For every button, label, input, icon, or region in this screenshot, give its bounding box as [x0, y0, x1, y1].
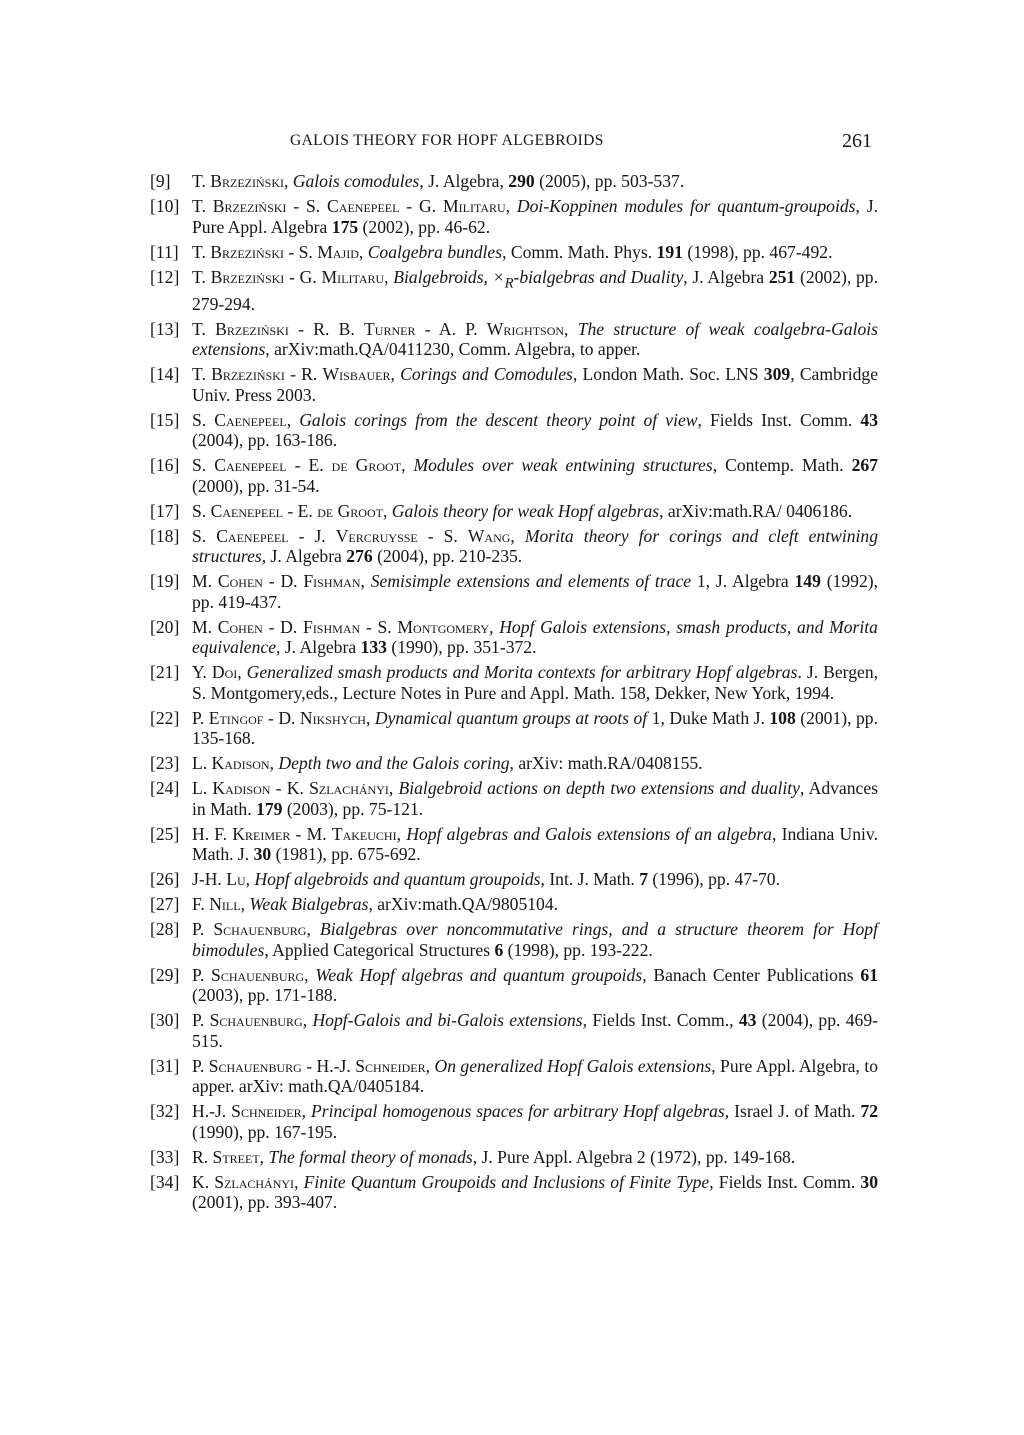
author-surname: Cohen	[217, 571, 263, 592]
reference-text: T.	[192, 364, 212, 385]
reference-text: - D.	[262, 616, 304, 637]
author-surname: Wang	[467, 525, 511, 546]
author-surname: Turner	[364, 318, 416, 339]
reference-item	[150, 267, 878, 315]
reference-text: P.	[192, 1055, 209, 1076]
author-surname: Brzeziński	[210, 171, 284, 191]
reference-text: F.	[192, 894, 210, 915]
reference-text: , arXiv:math.RA/ 0406186.	[659, 500, 853, 521]
reference-number: [22]	[150, 707, 180, 728]
reference-item	[150, 1010, 878, 1051]
reference-volume: 290	[508, 171, 535, 191]
author-surname: Schauenburg	[213, 919, 307, 940]
reference-volume: 309	[763, 364, 791, 385]
reference-number: [19]	[150, 571, 180, 592]
reference-text: ,	[269, 753, 279, 774]
reference-text: L.	[192, 778, 213, 799]
reference-text: (2004), pp. 210-235.	[372, 546, 523, 567]
reference-text: ,	[388, 778, 399, 799]
reference-item	[150, 824, 878, 865]
reference-title: Dynamical quantum groups at roots of	[374, 707, 648, 728]
reference-text: M.	[192, 616, 218, 637]
reference-text: P.	[192, 707, 209, 728]
reference-text: (2002), pp. 279-294.	[192, 266, 878, 314]
reference-number: [14]	[150, 364, 180, 385]
reference-item	[150, 778, 878, 819]
reference-text: - G.	[399, 196, 443, 216]
reference-volume: 179	[256, 798, 283, 819]
reference-title: -bialgebras and Duality	[513, 266, 684, 287]
reference-number: [21]	[150, 662, 180, 683]
reference-text: J-H.	[192, 869, 227, 890]
reference-number: [29]	[150, 964, 180, 985]
reference-text: (2001), pp. 135-168.	[192, 707, 879, 749]
reference-text: S.	[192, 525, 217, 546]
page-number: 261	[842, 130, 872, 152]
reference-text: ,	[401, 455, 414, 476]
reference-title: Coalgebra bundles	[367, 241, 503, 262]
reference-title: Modules over weak entwining structures	[413, 455, 713, 476]
reference-item	[150, 869, 878, 890]
reference-volume: 61	[860, 964, 878, 985]
reference-number: [34]	[150, 1171, 180, 1192]
author-surname: Wrightson	[486, 318, 565, 339]
reference-text: ,	[390, 364, 401, 385]
running-head: GALOIS THEORY FOR HOPF ALGEBROIDS	[290, 132, 604, 149]
reference-title: Galois corings from the descent theory point of view	[299, 409, 698, 430]
reference-text: ,	[510, 525, 525, 546]
reference-text: - G.	[284, 266, 322, 287]
reference-title: Galois theory for weak Hopf algebras	[391, 500, 660, 521]
reference-number: [27]	[150, 894, 180, 915]
reference-number: [13]	[150, 318, 180, 339]
reference-text: (1998), pp. 193-222.	[503, 939, 653, 960]
reference-text: (2004), pp. 469-515.	[192, 1010, 879, 1051]
reference-number: [26]	[150, 869, 180, 890]
author-surname: Caenepeel	[214, 409, 287, 430]
reference-item	[150, 662, 878, 703]
reference-text: (2005), pp. 503-537.	[534, 171, 685, 191]
author-surname: Szlachányi	[309, 778, 389, 799]
reference-number: [9]	[150, 171, 171, 191]
reference-title: Morita theory for corings and cleft entwining structures	[192, 525, 879, 567]
reference-volume: 7	[639, 869, 649, 890]
reference-text: - K.	[270, 778, 310, 799]
author-surname: Kadison	[211, 753, 270, 774]
reference-title: Principal homogenous spaces for arbitrary Hopf algebras	[310, 1101, 725, 1122]
reference-text: - R.	[284, 364, 323, 385]
reference-volume: 30	[253, 844, 272, 865]
reference-item	[150, 501, 878, 522]
reference-volume: 30	[860, 1171, 878, 1192]
reference-title: The formal theory of monads	[268, 1146, 473, 1167]
reference-item	[150, 1172, 878, 1213]
author-surname: Street	[212, 1146, 260, 1167]
reference-text: - S.	[417, 525, 468, 546]
reference-item	[150, 965, 878, 1006]
reference-text: - J.	[288, 525, 336, 546]
reference-text: T.	[192, 266, 211, 287]
author-surname: Brzeziński	[212, 196, 287, 216]
reference-text: - S.	[286, 196, 328, 216]
reference-text: , J. Algebra	[261, 546, 347, 567]
reference-text: T.	[192, 196, 213, 216]
author-surname: Montgomery	[397, 616, 490, 637]
reference-number: [17]	[150, 500, 180, 521]
reference-title: Hopf algebroids and quantum groupoids	[254, 869, 541, 890]
reference-text: , Applied Categorical Structures	[264, 939, 495, 960]
reference-title: Doi-Koppinen modules for quantum-groupoids	[516, 196, 856, 216]
reference-item	[150, 894, 878, 915]
reference-text: ,	[302, 1010, 313, 1031]
reference-title: Bialgebras over noncommutative rings, and a structure theorem for Hopf bimodules	[192, 919, 878, 960]
reference-text: , arXiv: math.RA/0408155.	[509, 753, 703, 774]
reference-text: , J. Pure Appl. Algebra 2 (1972), pp. 149-168.	[472, 1146, 796, 1167]
reference-volume: 108	[769, 707, 796, 728]
author-surname: Vercruysse	[335, 525, 418, 546]
reference-text: ,	[245, 869, 255, 890]
reference-item	[150, 617, 878, 658]
reference-text: , J. Algebra	[276, 637, 361, 658]
author-surname: Militaru	[442, 196, 506, 216]
reference-text: ,	[306, 919, 320, 940]
reference-text: (1990), pp. 167-195.	[192, 1121, 338, 1142]
author-surname: Kreimer	[232, 823, 291, 844]
reference-text: ,	[358, 241, 368, 262]
reference-text: ,	[384, 266, 394, 287]
reference-text: , arXiv:math.QA/0411230, Comm. Algebra, to apper.	[265, 339, 641, 360]
reference-text: S.	[192, 455, 215, 476]
reference-title: The structure of weak coalgebra-Galois extensions	[192, 318, 878, 360]
author-surname: Takeuchi	[331, 823, 397, 844]
reference-title: Hopf algebras and Galois extensions of an algebra	[406, 823, 772, 844]
author-surname: Brzeziński	[210, 266, 285, 287]
reference-text: ,	[564, 318, 578, 339]
reference-text: T.	[192, 241, 211, 262]
reference-text: ,	[301, 1101, 311, 1122]
reference-number: [15]	[150, 409, 180, 430]
reference-text: R.	[192, 1146, 213, 1167]
reference-number: [18]	[150, 525, 180, 546]
reference-number: [33]	[150, 1146, 180, 1167]
reference-title: Galois comodules	[292, 171, 420, 191]
reference-volume: 276	[346, 546, 373, 567]
author-surname: Nill	[209, 894, 241, 915]
reference-text: ,	[365, 707, 375, 728]
reference-text: (1981), pp. 675-692.	[271, 844, 421, 865]
author-surname: Wisbauer	[322, 364, 391, 385]
reference-title: Weak Hopf algebras and quantum groupoids	[315, 964, 643, 985]
reference-text: , Contemp. Math.	[712, 455, 852, 476]
reference-text: P.	[192, 919, 214, 940]
reference-title: On generalized Hopf Galois extensions	[434, 1055, 712, 1076]
reference-number: [25]	[150, 823, 180, 844]
reference-item	[150, 708, 878, 749]
author-surname: Fishman	[303, 571, 361, 592]
reference-volume: 251	[768, 266, 796, 287]
reference-text: - R. B.	[288, 318, 365, 339]
reference-text: S.	[192, 500, 211, 521]
author-surname: Kadison	[212, 778, 271, 799]
reference-text: , Int. J. Math.	[540, 869, 640, 890]
reference-text: - D.	[263, 707, 300, 728]
reference-number: [10]	[150, 196, 180, 216]
subscript: R	[504, 275, 514, 292]
reference-item	[150, 1101, 878, 1142]
author-surname: Cohen	[217, 616, 263, 637]
reference-volume: 6	[494, 939, 504, 960]
reference-number: [23]	[150, 753, 180, 774]
reference-text: - M.	[290, 823, 332, 844]
reference-text: T.	[192, 318, 216, 339]
reference-text: , Israel J. of Math.	[724, 1101, 861, 1122]
reference-text: ,	[304, 964, 316, 985]
reference-text: , Banach Center Publications	[642, 964, 861, 985]
reference-number: [30]	[150, 1010, 180, 1031]
reference-title: Bialgebroid actions on depth two extensions and duality	[398, 778, 800, 799]
reference-title: Generalized smash products and Morita contexts for arbitrary Hopf algebras	[246, 662, 798, 683]
reference-text: ,	[489, 616, 500, 637]
author-surname: de Groot	[317, 500, 383, 521]
author-surname: Schauenburg	[211, 964, 305, 985]
author-surname: Schneider	[231, 1101, 302, 1122]
reference-item	[150, 919, 878, 960]
reference-text: - S.	[360, 616, 398, 637]
reference-volume: 43	[860, 409, 878, 430]
reference-title: Depth two and the Galois coring	[278, 753, 510, 774]
reference-number: [24]	[150, 778, 180, 799]
reference-volume: 72	[860, 1101, 878, 1122]
reference-item	[150, 455, 878, 496]
reference-text: , Fields Inst. Comm.	[697, 409, 861, 430]
author-surname: Caenepeel	[327, 196, 400, 216]
reference-text: ,	[396, 823, 407, 844]
reference-text: ,	[294, 1171, 304, 1192]
reference-item	[150, 196, 878, 237]
author-surname: Schneider	[355, 1055, 426, 1076]
author-surname: Szlachányi	[214, 1171, 295, 1192]
reference-volume: 191	[656, 241, 683, 262]
reference-text: P.	[192, 964, 212, 985]
reference-text: ,	[237, 662, 247, 683]
reference-text: ,	[259, 1146, 269, 1167]
reference-text: H.-J.	[192, 1101, 232, 1122]
author-surname: Militaru	[321, 266, 385, 287]
reference-title: Hopf-Galois and bi-Galois extensions	[312, 1010, 583, 1031]
reference-title: Finite Quantum Groupoids and Inclusions of Finite Type	[303, 1171, 710, 1192]
reference-number: [28]	[150, 919, 180, 940]
reference-item	[150, 571, 878, 612]
reference-text: , Cambridge Univ. Press 2003.	[192, 364, 879, 405]
reference-text: - S.	[283, 241, 318, 262]
reference-text: , J. Algebra	[683, 266, 769, 287]
reference-text: (1996), pp. 47-70.	[648, 869, 780, 890]
reference-text: ,	[283, 171, 293, 191]
reference-text: , J. Algebra,	[419, 171, 509, 191]
reference-text: ,	[286, 409, 300, 430]
author-surname: Caenepeel	[210, 500, 283, 521]
reference-text: , arXiv:math.QA/9805104.	[368, 894, 559, 915]
reference-text: , Comm. Math. Phys.	[502, 241, 657, 262]
reference-volume: 175	[331, 216, 359, 237]
reference-text: - E.	[286, 455, 332, 476]
reference-volume: 149	[794, 571, 821, 592]
reference-text: ,	[360, 571, 371, 592]
reference-text: - E.	[283, 500, 318, 521]
author-surname: Brzeziński	[215, 318, 289, 339]
reference-item	[150, 410, 878, 451]
author-surname: Lu	[226, 869, 246, 890]
reference-number: [12]	[150, 266, 180, 287]
author-surname: Caenepeel	[214, 455, 287, 476]
author-surname: Brzeziński	[210, 241, 284, 262]
reference-text: S.	[192, 409, 215, 430]
author-surname: Caenepeel	[216, 525, 289, 546]
reference-title: Bialgebroids, ×	[393, 266, 505, 287]
reference-text: P.	[192, 1010, 210, 1031]
reference-text: (2001), pp. 393-407.	[192, 1192, 338, 1213]
reference-title: Semisimple extensions and elements of trace	[370, 571, 692, 592]
reference-text: L.	[192, 753, 212, 774]
author-surname: Doi	[211, 662, 238, 683]
reference-text: , Fields Inst. Comm.,	[582, 1010, 739, 1031]
reference-text: (1992), pp. 419-437.	[192, 571, 879, 612]
reference-item	[150, 171, 878, 192]
reference-text: , Pure Appl. Algebra, to apper. arXiv: math.QA/0405184.	[192, 1055, 879, 1097]
reference-number: [16]	[150, 455, 180, 476]
reference-title: Corings and Comodules	[400, 364, 573, 385]
author-surname: Fishman	[303, 616, 361, 637]
reference-title: Hopf Galois extensions, smash products, and Morita equivalence	[192, 616, 878, 658]
reference-title: Weak Bialgebras	[249, 894, 369, 915]
reference-text: ,	[425, 1055, 435, 1076]
reference-text: H. F.	[192, 823, 233, 844]
reference-number: [20]	[150, 616, 180, 637]
reference-text: ,	[240, 894, 250, 915]
reference-text: Y.	[192, 662, 212, 683]
reference-text: ,	[382, 500, 392, 521]
author-surname: Schauenburg	[208, 1055, 302, 1076]
reference-item	[150, 364, 878, 405]
page-header	[0, 130, 1024, 156]
reference-text: M.	[192, 571, 218, 592]
reference-text: 1, J. Algebra	[691, 571, 795, 592]
reference-text: K.	[192, 1171, 215, 1192]
reference-text: , Fields Inst. Comm.	[709, 1171, 861, 1192]
author-surname: Etingof	[208, 707, 264, 728]
reference-text: - H.-J.	[301, 1055, 356, 1076]
reference-volume: 133	[360, 637, 387, 658]
reference-text: - A. P.	[415, 318, 487, 339]
reference-text: (2003), pp. 171-188.	[192, 985, 338, 1006]
reference-text: ,	[505, 196, 517, 216]
author-surname: Majid	[317, 241, 359, 262]
reference-item	[150, 526, 878, 567]
reference-item	[150, 1056, 878, 1097]
reference-text: 1, Duke Math J.	[647, 707, 770, 728]
reference-text: (2000), pp. 31-54.	[192, 475, 320, 496]
reference-item	[150, 753, 878, 774]
reference-text: (2003), pp. 75-121.	[282, 798, 424, 819]
reference-text: T.	[192, 171, 211, 191]
reference-number: [11]	[150, 241, 179, 262]
reference-text: (2004), pp. 163-186.	[192, 430, 338, 451]
author-surname: de Groot	[331, 455, 402, 476]
reference-text: (1990), pp. 351-372.	[386, 637, 537, 658]
reference-text: - D.	[262, 571, 304, 592]
reference-text: , J. Pure Appl. Algebra	[192, 196, 878, 237]
reference-text: (1998), pp. 467-492.	[682, 241, 833, 262]
reference-text: , Indiana Univ. Math. J.	[192, 823, 878, 865]
reference-number: [31]	[150, 1055, 180, 1076]
author-surname: Brzeziński	[211, 364, 285, 385]
author-surname: Nikshych	[299, 707, 366, 728]
author-surname: Schauenburg	[209, 1010, 303, 1031]
reference-item	[150, 319, 878, 360]
reference-list	[150, 171, 878, 1217]
reference-item	[150, 242, 878, 263]
reference-text: , London Math. Soc. LNS	[572, 364, 764, 385]
reference-text: . J. Bergen, S. Montgomery,eds., Lecture Notes in Pure and Appl. Math. 158, Dekker, New York, 1994.	[192, 662, 879, 703]
reference-item	[150, 1147, 878, 1168]
reference-number: [32]	[150, 1101, 180, 1122]
reference-text: , Advances in Math.	[192, 778, 878, 819]
reference-volume: 43	[738, 1010, 757, 1031]
reference-volume: 267	[851, 455, 878, 476]
reference-text: (2002), pp. 46-62.	[358, 216, 491, 237]
